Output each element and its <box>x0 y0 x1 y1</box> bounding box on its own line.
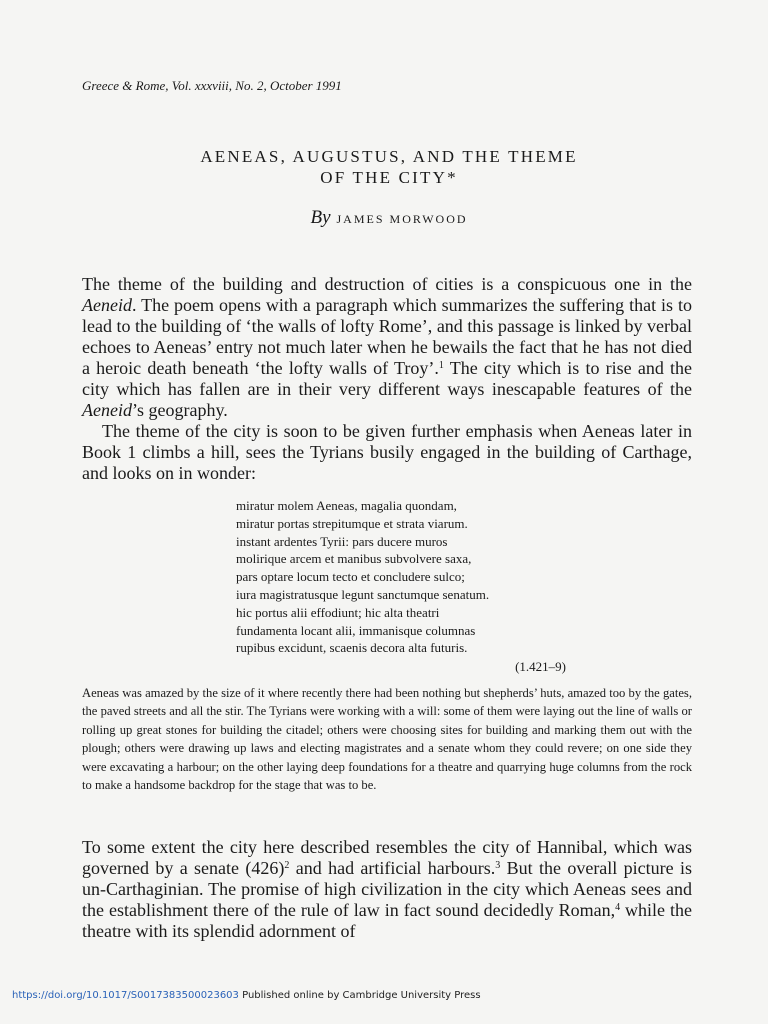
paragraph-2: The theme of the city is soon to be given further emphasis when Aeneas later in Book 1 climbs a hill, sees the Tyrians busily engaged in the building of Carthage, and looks on in wonder: <box>82 421 692 483</box>
byline-by: By <box>310 207 331 228</box>
author-name: JAMES MORWOOD <box>336 212 468 226</box>
doi-link[interactable]: https://doi.org/10.1017/S0017383500023603 <box>12 990 239 1001</box>
verse-line: hic portus alii effodiunt; hic alta theatri <box>236 604 440 620</box>
publisher-footer <box>12 990 481 1001</box>
footnote-ref[interactable]: 4 <box>615 902 621 913</box>
title-line-2: OF THE CITY* <box>320 168 458 187</box>
verse-line: instant ardentes Tyrii: pars ducere muros <box>236 533 448 549</box>
verse-line: pars optare locum tecto et concludere sulco; <box>236 569 465 585</box>
verse-line: molirique arcem et manibus subvolvere saxa, <box>236 551 472 567</box>
paragraph-1: The theme of the building and destruction of cities is a conspicuous one in the Aeneid. The poem opens with a paragraph which summarizes the suffering that is to lead to the building of ‘the walls of lofty Rome’, and this passage is linked by verbal echoes to Aeneas’ entry not much later when he bewails the fact that he has not died a heroic death beneath ‘the lofty walls of Troy’.$^1$ The city which is to rise and the city which has fallen are in their very different ways inescapable features of the Aeneid’s geography. <box>82 274 692 420</box>
article-title <box>82 146 696 188</box>
latin-quotation <box>236 497 566 676</box>
work-title: Aeneid <box>82 400 132 420</box>
work-title: Aeneid <box>82 295 132 315</box>
byline <box>82 207 696 229</box>
verse-line: rupibus excidunt, scaenis decora alta futuris. <box>236 640 468 656</box>
paragraph-3: To some extent the city here described resembles the city of Hannibal, which was governed by a senate $(426)^2$ and had artificial harbours.$^3$ But the overall picture is un-Carthaginian. The promise of high civilization in the city which Aeneas sees and the establishment there of the rule of law in fact sound decidedly Roman,$^4$ while the theatre with its splendid adornment of <box>82 837 693 941</box>
journal-header: Greece & Rome, Vol. xxxviii, No. 2, October 1991 <box>82 78 342 93</box>
footnote-ref[interactable]: 2 <box>284 860 290 871</box>
footer-text: Published online by Cambridge University Press <box>238 990 481 1001</box>
verse-line: iura magistratusque legunt sanctumque senatum. <box>236 586 490 602</box>
footnote-ref[interactable]: 1 <box>438 360 444 371</box>
translation-paragraph: Aeneas was amazed by the size of it where recently there had been nothing but shepherds’ huts, amazed too by the gates, the paved streets and all the stir. The Tyrians were working with a will: some of them were laying out the line of walls or rolling up great stones for building the citadel; others were choosing sites for building and marking them out with the plough; others were drawing up laws and electing magistrates and a senate whom they could revere; on one side they were excavating a harbour; on the other laying deep foundations for a theatre and quarrying huge columns from the rock to make a handsome backdrop for the stage that was to be. <box>82 686 692 793</box>
title-line-1: AENEAS, AUGUSTUS, AND THE THEME <box>200 147 578 166</box>
verse-citation: (1.421–9) <box>515 659 566 675</box>
footnote-ref[interactable]: 3 <box>495 860 501 871</box>
verse-line: miratur portas strepitumque et strata viarum. <box>236 515 468 531</box>
verse-line: miratur molem Aeneas, magalia quondam, <box>236 498 457 513</box>
verse-line: fundamenta locant alii, immanisque columnas <box>236 622 476 638</box>
